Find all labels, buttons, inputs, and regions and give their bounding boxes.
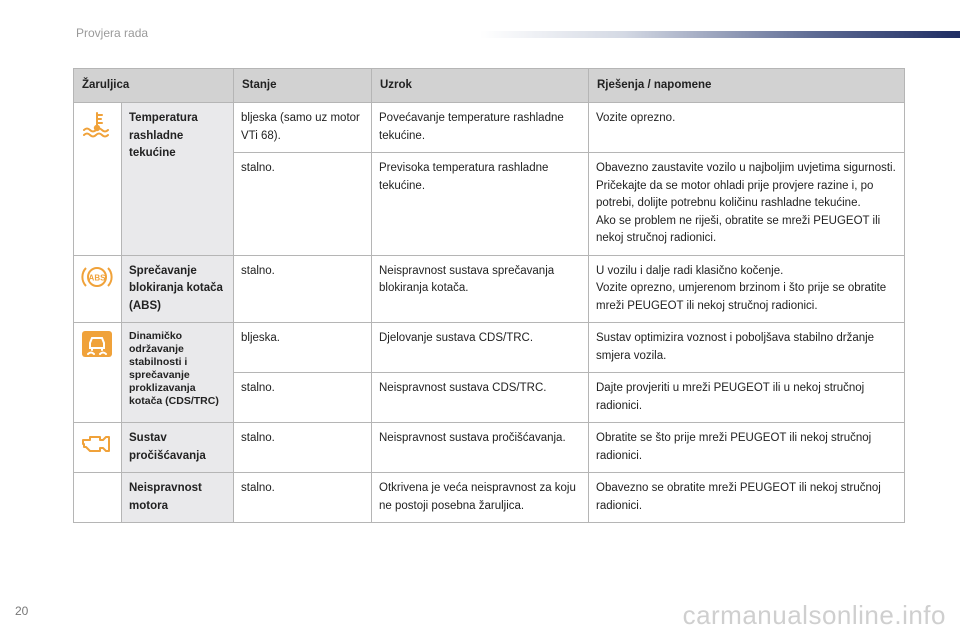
cell-rjesenje: U vozilu i dalje radi klasično kočenje. Vozite oprezno, umjerenom brzinom i što prije se obratite mreži PEUGEOT ili nekoj stručnoj radionici. — [589, 255, 905, 323]
table-row — [74, 103, 905, 153]
warning-light-name: Temperatura rashladne tekućine — [122, 103, 234, 256]
cell-rjesenje: Vozite oprezno. — [589, 103, 905, 153]
table-body — [74, 103, 905, 523]
engine-icon — [81, 449, 113, 461]
header-rjesenja: Rješenja / napomene — [589, 69, 905, 103]
cell-stanje: stalno. — [234, 423, 372, 473]
cell-uzrok: Otkrivena je veća neispravnost za koju ne postoji posebna žaruljica. — [372, 473, 589, 523]
coolant-temperature-icon — [81, 129, 113, 141]
cell-stanje: stalno. — [234, 473, 372, 523]
stability-control-icon — [81, 349, 113, 361]
cell-rjesenje: Sustav optimizira voznost i poboljšava stabilno držanje smjera vozila. — [589, 323, 905, 373]
header-zaruljica: Žaruljica — [74, 69, 234, 103]
header-stanje: Stanje — [234, 69, 372, 103]
section-title: Provjera rada — [76, 26, 149, 40]
svg-text:ABS: ABS — [88, 273, 106, 282]
watermark: carmanualsonline.info — [682, 600, 946, 630]
warning-light-icon-cell — [74, 473, 122, 523]
cell-stanje: stalno. — [234, 255, 372, 323]
cell-uzrok: Neispravnost sustava CDS/TRC. — [372, 373, 589, 423]
abs-icon — [81, 273, 113, 294]
cell-rjesenje: Obavezno se obratite mreži PEUGEOT ili nekoj stručnoj radionici. — [589, 473, 905, 523]
warning-light-name: Sustav pročišćavanja — [122, 423, 234, 473]
warning-light-name: Neispravnost motora — [122, 473, 234, 523]
page-number: 20 — [15, 604, 29, 618]
cell-stanje: bljeska (samo uz motor VTi 68). — [234, 103, 372, 153]
table-header-row — [74, 69, 905, 103]
cell-uzrok: Neispravnost sustava pročišćavanja. — [372, 423, 589, 473]
cell-uzrok: Djelovanje sustava CDS/TRC. — [372, 323, 589, 373]
warning-light-icon-cell — [74, 423, 122, 473]
cell-rjesenje: Obratite se što prije mreži PEUGEOT ili nekoj stručnoj radionici. — [589, 423, 905, 473]
cell-rjesenje: Obavezno zaustavite vozilo u najboljim uvjetima sigurnosti. Pričekajte da se motor ohladi prije provjere razine i, po potrebi, dolijte potrebnu količinu rashladne tekućine. Ako se problem ne riješi, obratite se mreži PEUGEOT ili nekoj stručnoj radionici. — [589, 153, 905, 256]
cell-stanje: stalno. — [234, 373, 372, 423]
header-uzrok: Uzrok — [372, 69, 589, 103]
cell-stanje: bljeska. — [234, 323, 372, 373]
warning-light-name: Sprečavanje blokiranja kotača (ABS) — [122, 255, 234, 323]
warning-light-icon-cell — [74, 103, 122, 256]
warning-light-icon-cell — [74, 255, 122, 323]
table-row — [74, 473, 905, 523]
table-row — [74, 423, 905, 473]
table-row — [74, 255, 905, 323]
cell-uzrok: Neispravnost sustava sprečavanja blokiranja kotača. — [372, 255, 589, 323]
cell-rjesenje: Dajte provjeriti u mreži PEUGEOT ili u nekoj stručnoj radionici. — [589, 373, 905, 423]
warning-light-icon-cell — [74, 323, 122, 423]
cell-uzrok: Previsoka temperatura rashladne tekućine. — [372, 153, 589, 256]
warning-lights-table — [73, 68, 905, 523]
cell-stanje: stalno. — [234, 153, 372, 256]
cell-uzrok: Povećavanje temperature rashladne tekućine. — [372, 103, 589, 153]
header-decoration-bar — [480, 31, 960, 38]
table-row — [74, 323, 905, 373]
warning-light-name: Dinamičko održavanje stabilnosti i sprečavanje proklizavanja kotača (CDS/TRC) — [122, 323, 234, 423]
